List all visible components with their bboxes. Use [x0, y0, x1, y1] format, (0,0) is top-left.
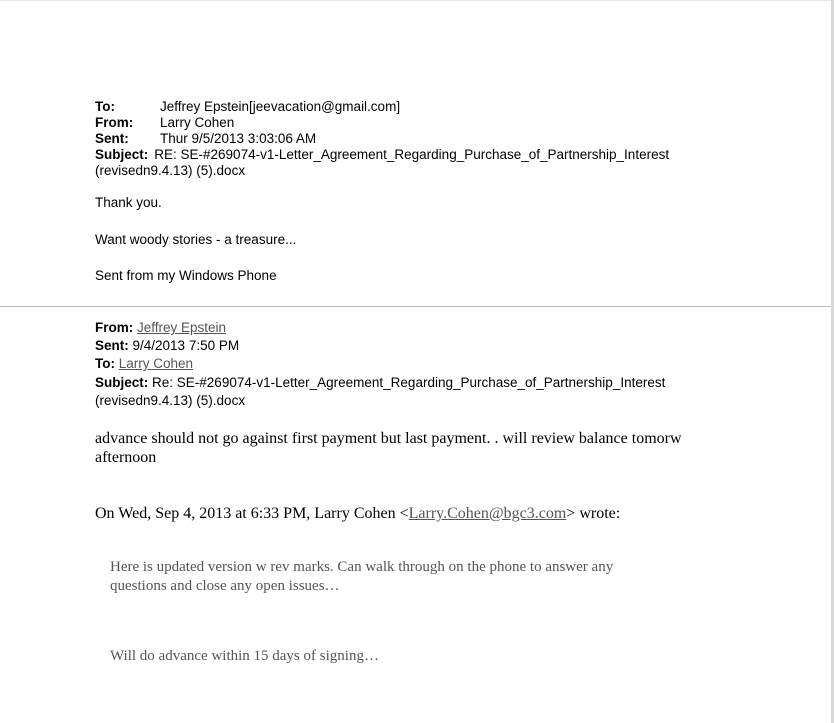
message-line-1: advance should not go against first payment but last payment. . will review balance tomorw [95, 430, 682, 447]
header2-to-row [95, 355, 193, 373]
message-divider [0, 306, 831, 307]
subject-value: RE: SE-#269074-v1-Letter_Agreement_Regarding_Purchase_of_Partnership_Interest [154, 147, 670, 162]
quote-intro-after: > wrote: [566, 505, 621, 522]
subject-label: Subject: [95, 375, 149, 390]
to-label: To: [95, 356, 115, 371]
from-label: From: [95, 320, 134, 335]
subject-value: Re: SE-#269074-v1-Letter_Agreement_Regarding_Purchase_of_Partnership_Interest [152, 375, 666, 390]
sent-label: Sent: [95, 338, 129, 353]
sent-value: 9/4/2013 7:50 PM [132, 338, 240, 353]
header2-subject-row [95, 374, 665, 392]
quote-intro [95, 504, 620, 523]
reply-line-1: Thank you. [95, 195, 162, 210]
page-top-edge [0, 0, 834, 1]
from-label: From: [95, 115, 134, 130]
header-sent-row [95, 131, 316, 147]
from-link[interactable]: Jeffrey Epstein [137, 320, 227, 335]
header2-sent-row [95, 337, 239, 355]
quoted-para1-line2: questions and close any open issues… [110, 578, 340, 594]
to-value: Jeffrey Epstein[jeevacation@gmail.com] [160, 99, 401, 114]
from-value: Larry Cohen [160, 115, 235, 130]
reply-line-2: Want woody stories - a treasure... [95, 232, 297, 247]
header-subject-continuation: (revisedn9.4.13) (5).docx [95, 163, 246, 178]
reply-signature: Sent from my Windows Phone [95, 268, 277, 283]
to-link[interactable]: Larry Cohen [118, 356, 194, 371]
quoted-para1-line1: Here is updated version w rev marks. Can walk through on the phone to answer any [110, 559, 614, 575]
header-subject-row [95, 147, 669, 163]
subject-label: Subject: [95, 147, 149, 162]
quoted-para2: Will do advance within 15 days of signing… [110, 648, 379, 664]
quote-email-link[interactable]: Larry.Cohen@bgc3.com [408, 505, 567, 522]
sent-label: Sent: [95, 131, 129, 146]
to-label: To: [95, 99, 115, 114]
header2-subject-continuation: (revisedn9.4.13) (5).docx [95, 393, 246, 408]
header-to-row [95, 99, 400, 115]
quote-intro-before: On Wed, Sep 4, 2013 at 6:33 PM, Larry Cohen < [95, 505, 409, 522]
header2-from-row [95, 319, 226, 337]
header-from-row [95, 115, 234, 131]
message-line-2: afternoon [95, 449, 157, 466]
sent-value: Thur 9/5/2013 3:03:06 AM [160, 131, 317, 146]
